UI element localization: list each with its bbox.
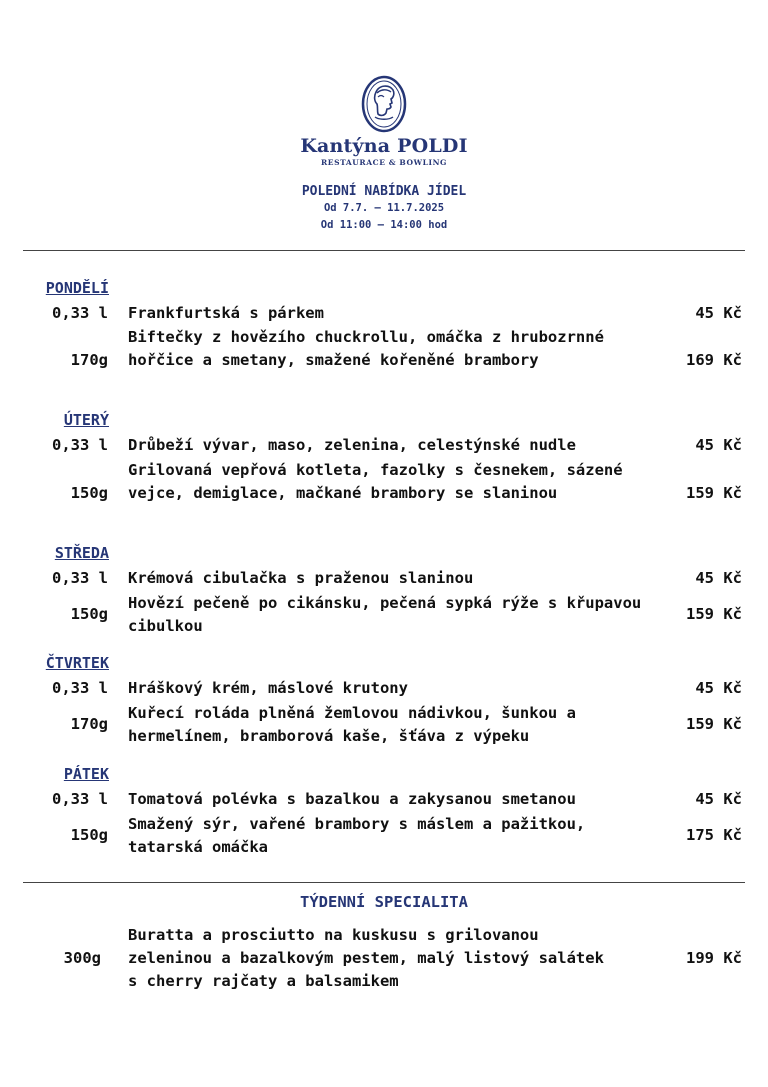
header-divider (23, 250, 745, 251)
item-dish: Kuřecí roláda plněná žemlovou nádivkou, šunkou a hermelínem, bramborová kaše, šťáva z výpeku (128, 704, 576, 745)
item-quantity: 150g (70, 826, 108, 844)
special-divider (23, 882, 745, 883)
item-dish: Krémová cibulačka s praženou slaninou (128, 569, 474, 587)
brand-tagline: RESTAURACE & BOWLING (320, 158, 448, 167)
item-dish: Grilovaná vepřová kotleta, fazolky s česnekem, sázené vejce, demiglace, mačkané brambory se slaninou (128, 461, 623, 502)
item-dish: Buratta a prosciutto na kuskusu s grilovanou zeleninou a bazalkovým pestem, malý listový salátek s cherry rajčaty a balsamikem (128, 926, 604, 990)
item-quantity: 0,33 l (52, 569, 108, 587)
item-dish: Drůbeží vývar, maso, zelenina, celestýnské nudle (128, 436, 576, 454)
item-quantity: 0,33 l (52, 679, 108, 697)
item-quantity: 170g (70, 351, 108, 369)
item-quantity: 300g (63, 949, 101, 967)
menu-date-range: Od 7.7. – 11.7.2025 (323, 202, 445, 214)
item-price: 45 Kč (695, 679, 742, 697)
item-dish: Tomatová polévka s bazalkou a zakysanou smetanou (128, 790, 576, 808)
item-price: 159 Kč (686, 605, 742, 623)
menu-title: POLEDNÍ NABÍDKA JÍDEL (301, 184, 467, 199)
weekly-special-title: TÝDENNÍ SPECIALITA (300, 893, 468, 911)
restaurant-logo (0, 75, 768, 168)
item-quantity: 0,33 l (52, 304, 108, 322)
item-dish: Hráškový krém, máslové krutony (128, 679, 408, 697)
item-price: 169 Kč (686, 351, 742, 369)
day-heading-friday: PÁTEK (63, 765, 109, 783)
day-heading-monday: PONDĚLÍ (45, 279, 109, 297)
day-heading-tuesday: ÚTERÝ (63, 411, 109, 429)
menu-hours: Od 11:00 – 14:00 hod (320, 219, 448, 231)
item-price: 45 Kč (695, 436, 742, 454)
item-dish: Smažený sýr, vařené brambory s máslem a pažitkou, tatarská omáčka (128, 815, 586, 856)
woman-profile-emblem-icon (361, 75, 407, 133)
menu-header (0, 184, 768, 234)
item-quantity: 0,33 l (52, 436, 108, 454)
item-price: 45 Kč (695, 569, 742, 587)
item-price: 199 Kč (686, 949, 742, 967)
item-dish: Hovězí pečeně po cikánsku, pečená sypká rýže s křupavou cibulkou (128, 594, 642, 635)
item-price: 45 Kč (695, 304, 742, 322)
item-quantity: 150g (70, 605, 108, 623)
day-heading-thursday: ČTVRTEK (45, 654, 109, 672)
item-price: 175 Kč (686, 826, 742, 844)
item-quantity: 0,33 l (52, 790, 108, 808)
day-heading-wednesday: STŘEDA (54, 544, 109, 562)
item-price: 159 Kč (686, 715, 742, 733)
item-quantity: 150g (70, 484, 108, 502)
item-price: 159 Kč (686, 484, 742, 502)
item-dish: Frankfurtská s párkem (128, 304, 324, 322)
item-quantity: 170g (70, 715, 108, 733)
brand-name: Kantýna POLDI (300, 135, 468, 157)
item-dish: Biftečky z hovězího chuckrollu, omáčka z hrubozrnné hořčice a smetany, smažené kořeněné brambory (128, 328, 604, 369)
item-price: 45 Kč (695, 790, 742, 808)
